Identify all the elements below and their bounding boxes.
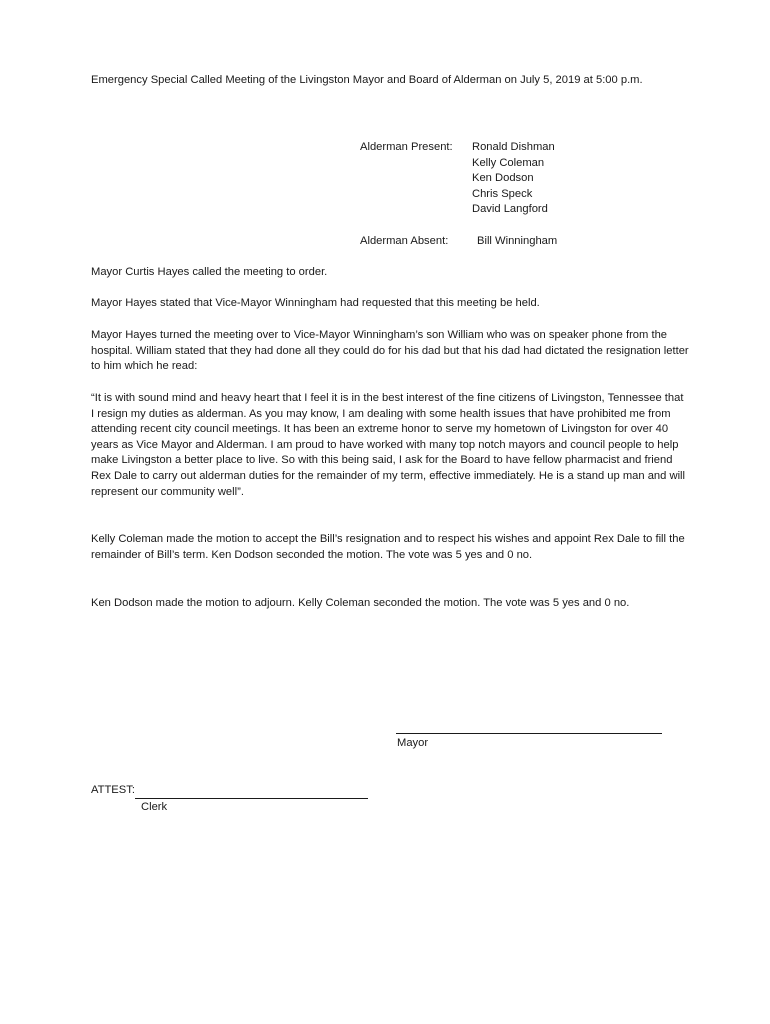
- paragraph-request: Mayor Hayes stated that Vice-Mayor Winningham had requested that this meeting be held.: [91, 297, 540, 309]
- present-list: [472, 140, 555, 218]
- mayor-label: Mayor: [397, 737, 429, 749]
- mayor-signature-line: [396, 720, 662, 734]
- attest-label: ATTEST:: [91, 784, 135, 796]
- paragraph-speaker-phone: Mayor Hayes turned the meeting over to Vice-Mayor Winningham’s son William who was on speaker phone from the hospital. William stated that they had done all they could do for his dad but that his dad had dictated the resignation letter to him which he read:: [91, 329, 689, 373]
- present-name: Kelly Coleman: [472, 156, 545, 169]
- paragraph-motion-appoint: Kelly Coleman made the motion to accept the Bill’s resignation and to respect his wishes and appoint Rex Dale to fill the remainder of Bill’s term. Ken Dodson seconded the motion. The vote was 5 yes and 0 no.: [91, 533, 685, 561]
- clerk-signature-line: [135, 786, 368, 799]
- present-name: David Langford: [472, 203, 548, 216]
- absent-name: Bill Winningham: [477, 235, 558, 247]
- absent-list: [477, 234, 557, 250]
- meeting-title: Emergency Special Called Meeting of the Livingston Mayor and Board of Alderman on July 5, 2019 at 5:00 p.m.: [91, 74, 643, 86]
- paragraph-call-to-order: Mayor Curtis Hayes called the meeting to order.: [91, 266, 328, 278]
- present-name: Chris Speck: [472, 187, 533, 200]
- present-label: Alderman Present:: [360, 141, 453, 153]
- paragraph-motion-adjourn: Ken Dodson made the motion to adjourn. Kelly Coleman seconded the motion. The vote was 5 yes and 0 no.: [91, 597, 630, 609]
- attest-signature-block: [91, 783, 368, 815]
- present-name: Ken Dodson: [472, 172, 534, 185]
- present-name: Ronald Dishman: [472, 141, 555, 153]
- resignation-letter-quote: “It is with sound mind and heavy heart that I feel it is in the best interest of the fine citizens of Livingston, Tennessee that I resign my duties as alderman. As you may know, I am dealing with some health issues that have prohibited me from attending recent city council meetings. It has been an extreme honor to serve my hometown of Livingston for over 40 years as Vice Mayor and Alderman. I am proud to have worked with many top notch mayors and council people to help make Livingston a better place to live. So with this being said, I ask for the Board to have fellow pharmacist and friend Rex Dale to carry out alderman duties for the remainder of my term, effective immediately. He is a stand up man and will represent our community well”.: [91, 392, 686, 498]
- clerk-label: Clerk: [141, 800, 168, 813]
- absent-label: Alderman Absent:: [360, 235, 449, 247]
- mayor-signature-block: [396, 720, 662, 752]
